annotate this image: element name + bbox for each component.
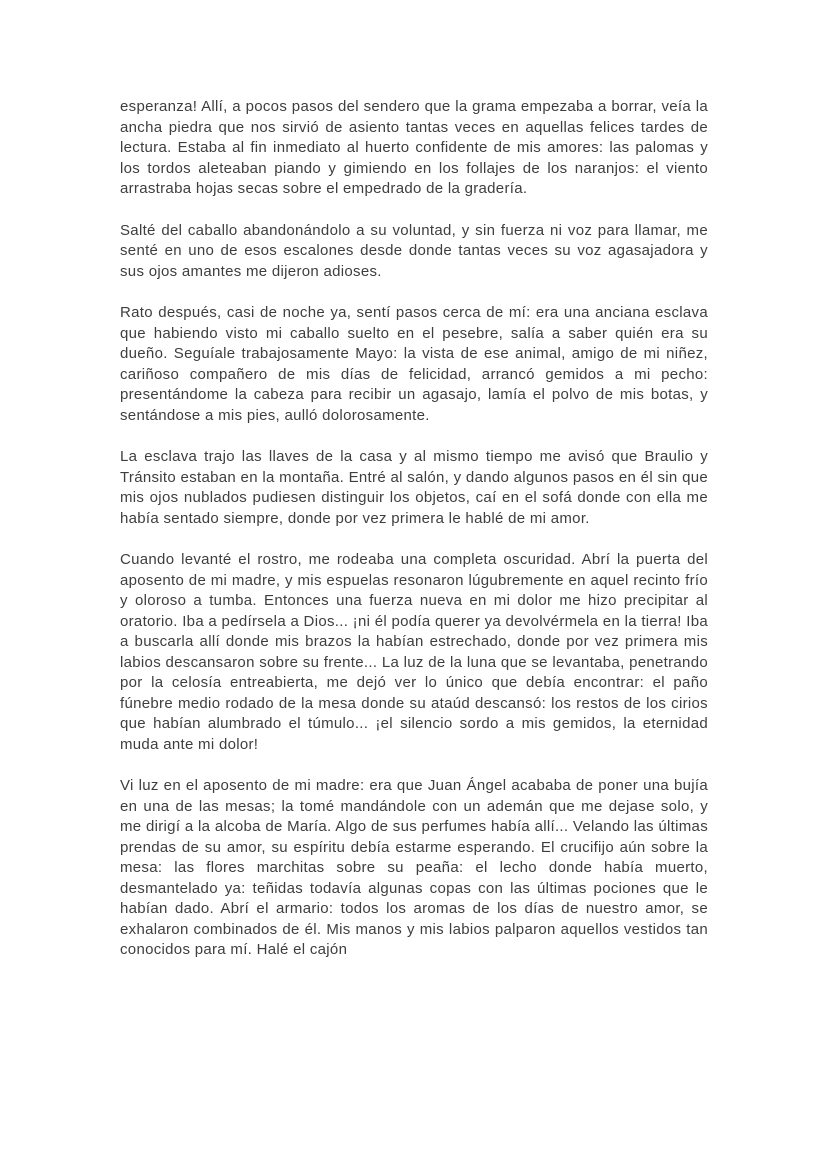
- paragraph-3: Rato después, casi de noche ya, sentí pasos cerca de mí: era una anciana esclava que habiendo visto mi caballo suelto en el pesebre, salía a saber quién era su dueño. Seguíale trabajosamente Mayo: la vista de ese animal, amigo de mi niñez, cariñoso compañero de mis días de felicidad, arrancó gemidos a mi pecho: presentándome la cabeza para recibir un agasajo, lamía el polvo de mis botas, y sentándose a mis pies, aulló dolorosamente.: [120, 304, 708, 424]
- paragraph-5: Cuando levanté el rostro, me rodeaba una completa oscuridad. Abrí la puerta del aposento de mi madre, y mis espuelas resonaron lúgubremente en aquel recinto frío y oloroso a tumba. Entonces una fuerza nueva en mi dolor me hizo precipitar al oratorio. Iba a pedírsela a Dios... ¡ni él podía querer ya devolvérmela en la tierra! Iba a buscarla allí donde mis brazos la habían estrechado, donde por vez primera mis labios descansaron sobre su frente... La luz de la luna que se levantaba, penetrando por la celosía entreabierta, me dejó ver lo único que debía encontrar: el paño fúnebre medio rodado de la mesa donde su ataúd descansó: los restos de los cirios que habían alumbrado el túmulo... ¡el silencio sordo a mis gemidos, la eternidad muda ante mi dolor!: [120, 551, 708, 753]
- paragraph-4: La esclava trajo las llaves de la casa y al mismo tiempo me avisó que Braulio y Tránsito estaban en la montaña. Entré al salón, y dando algunos pasos en él sin que mis ojos nublados pudiesen distinguir los objetos, caí en el sofá donde con ella me había sentado siempre, donde por vez primera le hablé de mi amor.: [120, 448, 708, 527]
- paragraph-1: esperanza! Allí, a pocos pasos del sendero que la grama empezaba a borrar, veía la ancha piedra que nos sirvió de asiento tantas veces en aquellas felices tardes de lectura. Estaba al fin inmediato al huerto confidente de mis amores: las palomas y los tordos aleteaban piando y gimiendo en los follajes de los naranjos: el viento arrastraba hojas secas sobre el empedrado de la gradería.: [120, 98, 708, 197]
- paragraph-2: Salté del caballo abandonándolo a su voluntad, y sin fuerza ni voz para llamar, me senté en uno de esos escalones desde donde tantas veces su voz agasajadora y sus ojos amantes me dijeron adioses.: [120, 221, 708, 280]
- paragraph-6: Vi luz en el aposento de mi madre: era que Juan Ángel acababa de poner una bujía en una de las mesas; la tomé mandándole con un ademán que me dejase solo, y me dirigí a la alcoba de María. Algo de sus perfumes había allí... Velando las últimas prendas de su amor, su espíritu debía estarme esperando. El crucifijo aún sobre la mesa: las flores marchitas sobre su peaña: el lecho donde había muerto, desmantelado ya: teñidas todavía algunas copas con las últimas pociones que le habían dado. Abrí el armario: todos los aromas de los días de nuestro amor, se exhalaron combinados de él. Mis manos y mis labios palparon aquellos vestidos tan conocidos para mí. Halé el cajón: [120, 777, 708, 958]
